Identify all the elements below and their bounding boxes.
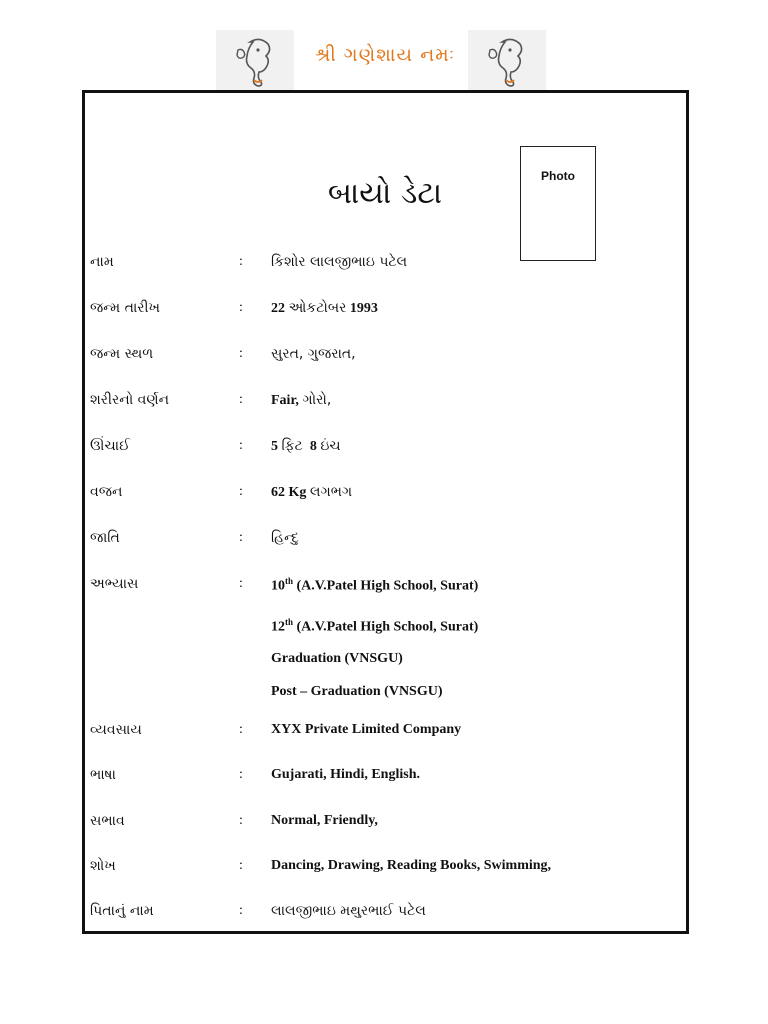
- document-title: બાયો ડેટા: [327, 176, 443, 211]
- field-row-caste: [0, 530, 768, 556]
- weight-en: 62 Kg: [271, 485, 307, 500]
- photo-placeholder: [520, 146, 596, 261]
- education-grade-suffix: th: [285, 617, 294, 627]
- photo-label: Photo: [541, 169, 575, 183]
- field-value: [271, 438, 341, 455]
- field-label: અભ્યાસ: [90, 576, 139, 592]
- height-feet-unit: ફિટ: [281, 438, 303, 454]
- field-row-dob: [0, 300, 768, 326]
- field-label: શરીરનો વર્ણન: [90, 392, 170, 408]
- field-separator: :: [239, 300, 243, 315]
- education-item: Graduation (VNSGU): [271, 651, 403, 666]
- field-label: શોખ: [90, 858, 116, 874]
- field-label: ભાષા: [90, 767, 116, 783]
- field-row-languages: [0, 767, 768, 793]
- field-separator: :: [239, 254, 243, 269]
- ganesh-icon: [216, 30, 294, 94]
- field-value: લાલજીભાઇ મથુરભાઈ પટેલ: [271, 903, 426, 919]
- education-grade: 10: [271, 578, 285, 594]
- field-row-nature: [0, 813, 768, 839]
- field-row-name: [0, 254, 768, 280]
- field-row-father: [0, 903, 768, 929]
- dob-day: 22: [271, 301, 285, 316]
- field-row-occupation: [0, 722, 768, 748]
- field-separator: :: [239, 392, 243, 407]
- education-grade-suffix: th: [285, 576, 294, 586]
- field-value: કિશોર લાલજીભાઇ પટેલ: [271, 254, 408, 270]
- field-separator: :: [239, 346, 243, 361]
- field-label: જાતિ: [90, 530, 120, 546]
- field-row-complexion: [0, 392, 768, 418]
- field-separator: :: [239, 438, 243, 453]
- header-title: શ્રી ગણેશાય નમઃ: [314, 44, 456, 66]
- field-separator: :: [239, 722, 243, 737]
- field-label: સભાવ: [90, 813, 125, 829]
- field-value: Normal, Friendly,: [271, 813, 378, 828]
- field-value: Gujarati, Hindi, English.: [271, 767, 420, 782]
- education-detail: (A.V.Patel High School, Surat): [296, 578, 479, 594]
- field-row-height: [0, 438, 768, 464]
- complexion-en: Fair: [271, 393, 296, 408]
- field-separator: :: [239, 903, 243, 918]
- field-label: ઊંચાઈ: [90, 438, 130, 454]
- education-item: Post – Graduation (VNSGU): [271, 684, 443, 699]
- field-separator: :: [239, 484, 243, 499]
- field-value: હિન્દુ: [271, 530, 299, 546]
- field-separator: :: [239, 767, 243, 782]
- field-separator: :: [239, 813, 243, 828]
- field-label: જન્મ સ્થળ: [90, 346, 154, 362]
- field-separator: :: [239, 858, 243, 873]
- education-detail: (A.V.Patel High School, Surat): [296, 619, 479, 635]
- education-grade: 12: [271, 619, 285, 635]
- field-label: વજન: [90, 484, 123, 500]
- field-value: [271, 300, 378, 317]
- field-separator: :: [239, 576, 243, 591]
- dob-year: 1993: [349, 301, 378, 316]
- dob-month: ઓકટોબર: [288, 300, 347, 316]
- complexion-gu: ગોરો,: [302, 392, 332, 408]
- field-row-weight: [0, 484, 768, 510]
- field-value: સુરત, ગુજરાત,: [271, 346, 356, 362]
- field-row-hobbies: [0, 858, 768, 884]
- field-value: Dancing, Drawing, Reading Books, Swimming,: [271, 858, 552, 873]
- field-row-education: [0, 576, 768, 602]
- education-item: [271, 576, 478, 595]
- biodata-sheet: [82, 90, 689, 934]
- height-feet: 5: [271, 439, 278, 454]
- field-separator: :: [239, 530, 243, 545]
- weight-gu: લગભગ: [309, 484, 353, 500]
- height-inch-unit: ઇંચ: [320, 438, 341, 454]
- field-value: [271, 484, 352, 501]
- education-item: [271, 617, 478, 636]
- field-label: વ્યવસાય: [90, 722, 142, 738]
- field-label: પિતાનું નામ: [90, 903, 154, 919]
- field-label: જન્મ તારીખ: [90, 300, 161, 316]
- field-value: XYX Private Limited Company: [271, 722, 462, 737]
- field-row-birthplace: [0, 346, 768, 372]
- field-label: નામ: [90, 254, 114, 270]
- ganesh-icon: [468, 30, 546, 94]
- height-inch: 8: [309, 439, 317, 454]
- field-value: Fair, ગોરો,: [271, 392, 332, 408]
